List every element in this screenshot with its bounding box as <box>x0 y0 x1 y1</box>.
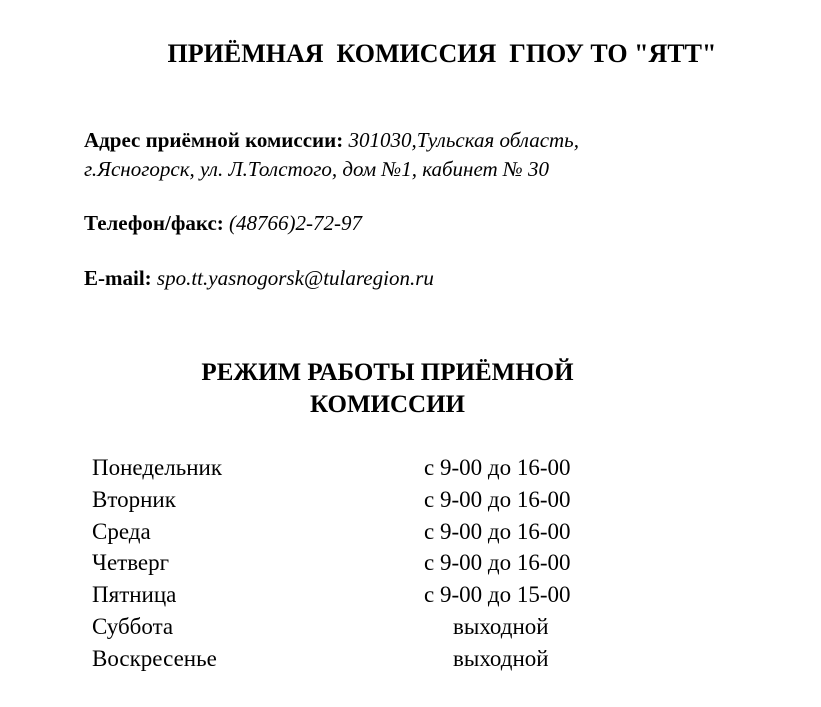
phone-label: Телефон/факс: <box>84 211 224 235</box>
hours-value: с 9-00 до 16-00 <box>424 486 571 512</box>
phone-value: (48766)2-72-97 <box>229 211 363 235</box>
address-block <box>84 126 579 184</box>
day-label: Воскресенье <box>92 645 217 671</box>
address-line-2: г.Ясногорск, ул. Л.Толстого, дом №1, кабинет № 30 <box>84 157 549 181</box>
phone-block <box>84 209 362 238</box>
hours-value: выходной <box>453 645 549 671</box>
day-label: Пятница <box>92 582 177 608</box>
day-label: Понедельник <box>92 455 222 480</box>
email-block <box>84 264 434 293</box>
hours-value: с 9-00 до 16-00 <box>424 550 571 576</box>
schedule-heading-line-2: КОМИССИИ <box>310 391 465 418</box>
hours-value: с 9-00 до 16-00 <box>424 518 571 544</box>
email-label: E-mail: <box>84 266 152 290</box>
day-label: Суббота <box>92 613 174 639</box>
address-label: Адрес приёмной комиссии: <box>84 128 344 152</box>
hours-value: выходной <box>453 613 549 639</box>
hours-value: с 9-00 до 15-00 <box>424 582 571 608</box>
hours-value: с 9-00 до 16-00 <box>424 455 571 480</box>
page-title: ПРИЁМНАЯ КОМИССИЯ ГПОУ ТО "ЯТТ" <box>167 39 717 68</box>
day-label: Среда <box>92 518 151 544</box>
schedule-heading <box>180 357 595 421</box>
day-label: Вторник <box>92 486 176 512</box>
schedule-heading-line-1: РЕЖИМ РАБОТЫ ПРИЁМНОЙ <box>201 359 574 386</box>
email-value: spo.tt.yasnogorsk@tularegion.ru <box>156 266 434 290</box>
address-line-1: 301030,Тульская область, <box>348 128 579 152</box>
day-label: Четверг <box>92 550 170 576</box>
